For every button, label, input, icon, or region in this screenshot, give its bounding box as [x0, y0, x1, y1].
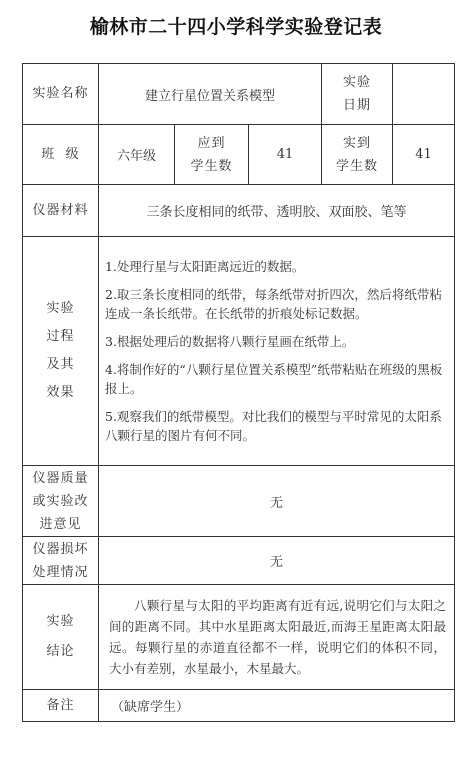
damage-label-line: 仪器损坏 [32, 541, 89, 557]
quality-label-line: 仪器质量 [32, 470, 89, 486]
conclusion-label [23, 585, 99, 690]
conclusion-label-line: 结论 [46, 644, 75, 659]
expected-students-value: 41 [249, 125, 322, 185]
class-label: 班 级 [23, 125, 99, 185]
quality-label-line: 进意见 [39, 516, 82, 532]
actual-students-label-line: 学生数 [335, 158, 378, 174]
experiment-name-label: 实验名称 [23, 64, 99, 125]
process-step: 2.取三条长度相同的纸带，每条纸带对折四次，然后将纸带粘连成一条长纸带。在长纸带的折痕处标记数据。 [105, 287, 442, 321]
expected-students-label-line: 应到 [197, 135, 226, 151]
expected-students-label [175, 125, 249, 185]
process-label-line: 实验 [46, 301, 75, 316]
quality-label [23, 466, 99, 537]
row-process [23, 237, 455, 466]
experiment-date-value [393, 64, 455, 125]
damage-label [23, 537, 99, 585]
process-label-line: 及其 [46, 357, 75, 372]
quality-label-line: 或实验改 [32, 493, 89, 509]
class-value: 六年级 [99, 125, 175, 185]
quality-value: 无 [99, 466, 455, 537]
conclusion-label-line: 实验 [46, 614, 75, 629]
materials-label: 仪器材料 [23, 185, 99, 237]
row-damage [23, 537, 455, 585]
row-experiment-name [23, 64, 455, 125]
row-conclusion [23, 585, 455, 690]
process-label-line: 效果 [46, 385, 75, 400]
remarks-label: 备注 [23, 690, 99, 722]
row-quality [23, 466, 455, 537]
materials-value: 三条长度相同的纸带、透明胶、双面胶、笔等 [99, 185, 455, 237]
process-step: 1.处理行星与太阳距离远近的数据。 [105, 259, 305, 274]
process-step: 5.观察我们的纸带模型。对比我们的模型与平时常见的太阳系八颗行星的图片有何不同。 [105, 409, 442, 443]
row-materials [23, 185, 455, 237]
conclusion-value: 八颗行星与太阳的平均距离有近有远,说明它们与太阳之间的距离不同。其中水星距离太阳最近,而海王星距离太阳最远。每颗行星的赤道直径都不一样，说明它们的体积不同，大小有差别，水星最小，木星最大。 [99, 585, 455, 690]
page-title: 榆林市二十四小学科学实验登记表 [89, 16, 383, 38]
damage-label-line: 处理情况 [32, 564, 89, 580]
process-steps [99, 237, 455, 466]
row-remarks [23, 690, 455, 722]
remarks-value: （缺席学生） [99, 690, 455, 722]
experiment-date-label-line: 实验 [342, 75, 371, 90]
actual-students-label-line: 实到 [342, 135, 371, 151]
process-label [23, 237, 99, 466]
row-class [23, 125, 455, 185]
experiment-record-table [22, 63, 455, 722]
actual-students-value: 41 [393, 125, 455, 185]
process-step: 4.将制作好的“八颗行星位置关系模型”纸带粘贴在班级的黑板报上。 [105, 362, 443, 396]
expected-students-label-line: 学生数 [190, 158, 233, 174]
process-label-line: 过程 [46, 329, 75, 344]
experiment-date-label-line: 日期 [342, 98, 371, 113]
actual-students-label [322, 125, 393, 185]
experiment-date-label [322, 64, 393, 125]
damage-value: 无 [99, 537, 455, 585]
process-step: 3.根据处理后的数据将八颗行星画在纸带上。 [105, 334, 355, 349]
experiment-name-value: 建立行星位置关系模型 [99, 64, 322, 125]
